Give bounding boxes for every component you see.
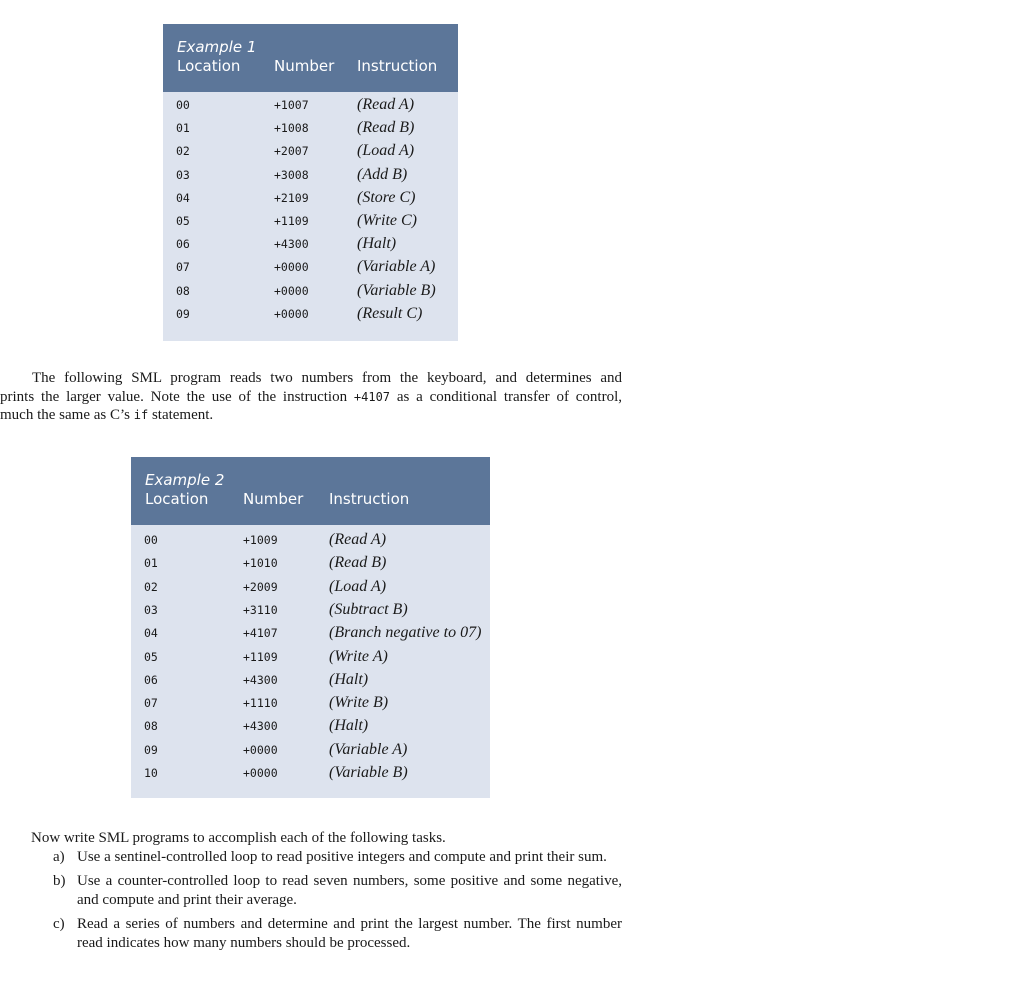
number-cell: +2009 <box>243 579 278 594</box>
location-cell: 10 <box>144 766 158 780</box>
example2-row <box>131 622 490 645</box>
instruction-cell: (Variable B) <box>329 764 408 781</box>
task-list <box>31 829 622 958</box>
example2-row <box>131 599 490 622</box>
task-items <box>31 848 622 953</box>
instruction-cell: (Halt) <box>329 670 369 688</box>
example2-row <box>131 552 490 575</box>
inline-code-if: if <box>133 408 149 422</box>
example2-caption: Example 2 <box>145 471 225 489</box>
location-cell: 05 <box>176 214 190 228</box>
instruction-cell: (Write A) <box>329 647 388 665</box>
example1-col-instruction: Instruction <box>357 57 438 75</box>
instruction-cell: (Subtract B) <box>329 600 408 618</box>
example1-row <box>163 140 458 163</box>
instruction-cell: (Variable A) <box>329 740 408 758</box>
task-item-text: Use a counter-controlled loop to read seven numbers, some positive and some negative, and compute and print their average. <box>77 873 622 908</box>
example2-col-instruction: Instruction <box>329 490 410 508</box>
instruction-cell: (Variable B) <box>357 281 436 299</box>
example2-row <box>131 576 490 599</box>
number-cell: +1109 <box>243 649 278 664</box>
intro-paragraph <box>0 369 622 425</box>
number-cell: +0000 <box>243 742 278 757</box>
location-cell: 07 <box>176 260 190 275</box>
example1-row <box>163 164 458 187</box>
example1-row <box>163 303 458 326</box>
location-cell: 05 <box>144 649 158 664</box>
number-cell: +1009 <box>243 533 278 547</box>
example2-header <box>131 457 490 525</box>
task-item <box>31 872 622 909</box>
location-cell: 03 <box>176 167 190 182</box>
number-cell: +3110 <box>243 602 278 617</box>
example1-col-location: Location <box>177 57 241 75</box>
inline-code-4107: +4107 <box>353 389 391 404</box>
number-cell: +1008 <box>274 121 309 136</box>
instruction-cell: (Branch negative to 07) <box>329 624 482 642</box>
instruction-cell: (Write B) <box>329 694 389 712</box>
example1-table <box>163 24 458 341</box>
number-cell: +0000 <box>274 306 309 321</box>
instruction-cell: (Halt) <box>329 717 369 735</box>
example1-caption: Example 1 <box>177 38 257 56</box>
instruction-cell: (Read B) <box>329 554 387 572</box>
instruction-cell: (Variable A) <box>357 258 436 276</box>
example2-table <box>131 457 490 798</box>
number-cell: +1109 <box>274 214 309 228</box>
paragraph-line-2-text-b: as a conditional transfer of control, <box>390 388 622 405</box>
location-cell: 04 <box>176 190 190 205</box>
paragraph-line-3-text-a: much the same as C’s <box>0 407 134 423</box>
example2-col-location: Location <box>145 490 209 508</box>
paragraph-line-2 <box>0 388 622 407</box>
example1-row <box>163 256 458 279</box>
number-cell: +1110 <box>243 696 278 711</box>
instruction-cell: (Result C) <box>357 304 423 322</box>
number-cell: +4300 <box>274 237 309 252</box>
task-item <box>31 915 622 952</box>
task-item <box>31 848 622 867</box>
instruction-cell: (Write C) <box>357 212 417 229</box>
example2-row <box>131 692 490 715</box>
example2-row <box>131 715 490 738</box>
instruction-cell: (Read B) <box>357 119 415 137</box>
number-cell: +4107 <box>243 626 278 641</box>
example2-row <box>131 669 490 692</box>
location-cell: 01 <box>176 121 190 136</box>
example1-header <box>163 24 458 92</box>
location-cell: 08 <box>176 283 190 298</box>
location-cell: 08 <box>144 719 158 734</box>
location-cell: 06 <box>176 237 190 252</box>
example1-row <box>163 187 458 210</box>
example1-row <box>163 210 458 233</box>
location-cell: 00 <box>144 533 158 547</box>
number-cell: +4300 <box>243 672 278 687</box>
task-item-marker: b) <box>53 873 66 889</box>
location-cell: 02 <box>176 144 190 159</box>
example2-row <box>131 762 490 785</box>
paragraph-line-3-text-b: statement. <box>148 407 214 423</box>
paragraph-line-1 <box>0 369 622 388</box>
paragraph-line-2-text-a: prints the larger value. Note the use of the instruction <box>0 388 354 405</box>
paragraph-line-3 <box>0 406 622 425</box>
instruction-cell: (Load A) <box>329 577 387 595</box>
number-cell: +2109 <box>274 190 309 205</box>
example2-row <box>131 739 490 762</box>
instruction-cell: (Read A) <box>357 96 415 113</box>
task-item-marker: c) <box>53 916 65 932</box>
paragraph-line-1-text: The following SML program reads two numbers from the keyboard, and determines and <box>32 370 622 386</box>
task-item-text: Use a sentinel-controlled loop to read positive integers and compute and print their sum. <box>77 848 607 865</box>
task-item-marker: a) <box>53 848 65 865</box>
example1-row <box>163 94 458 117</box>
instruction-cell: (Store C) <box>357 188 416 206</box>
task-item-text: Read a series of numbers and determine and print the largest number. The first number read indicates how many numbers should be processed. <box>77 916 622 951</box>
example2-row <box>131 646 490 669</box>
location-cell: 04 <box>144 626 158 641</box>
location-cell: 09 <box>144 742 158 757</box>
location-cell: 07 <box>144 696 158 711</box>
instruction-cell: (Add B) <box>357 165 408 183</box>
number-cell: +2007 <box>274 144 309 159</box>
instruction-cell: (Read A) <box>329 531 387 548</box>
number-cell: +4300 <box>243 719 278 734</box>
example1-row <box>163 233 458 256</box>
example2-col-number: Number <box>243 490 304 508</box>
location-cell: 09 <box>176 306 190 321</box>
location-cell: 02 <box>144 579 158 594</box>
instruction-cell: (Load A) <box>357 142 415 160</box>
number-cell: +0000 <box>274 260 309 275</box>
location-cell: 06 <box>144 672 158 687</box>
instruction-cell: (Halt) <box>357 235 397 253</box>
location-cell: 00 <box>176 98 190 112</box>
example1-row <box>163 117 458 140</box>
number-cell: +3008 <box>274 167 309 182</box>
location-cell: 01 <box>144 556 158 571</box>
number-cell: +0000 <box>243 766 278 780</box>
number-cell: +0000 <box>274 283 309 298</box>
example2-row <box>131 529 490 552</box>
number-cell: +1007 <box>274 98 309 112</box>
location-cell: 03 <box>144 602 158 617</box>
example1-row <box>163 280 458 303</box>
number-cell: +1010 <box>243 556 278 571</box>
example1-col-number: Number <box>274 57 335 75</box>
task-intro: Now write SML programs to accomplish each of the following tasks. <box>31 830 446 846</box>
